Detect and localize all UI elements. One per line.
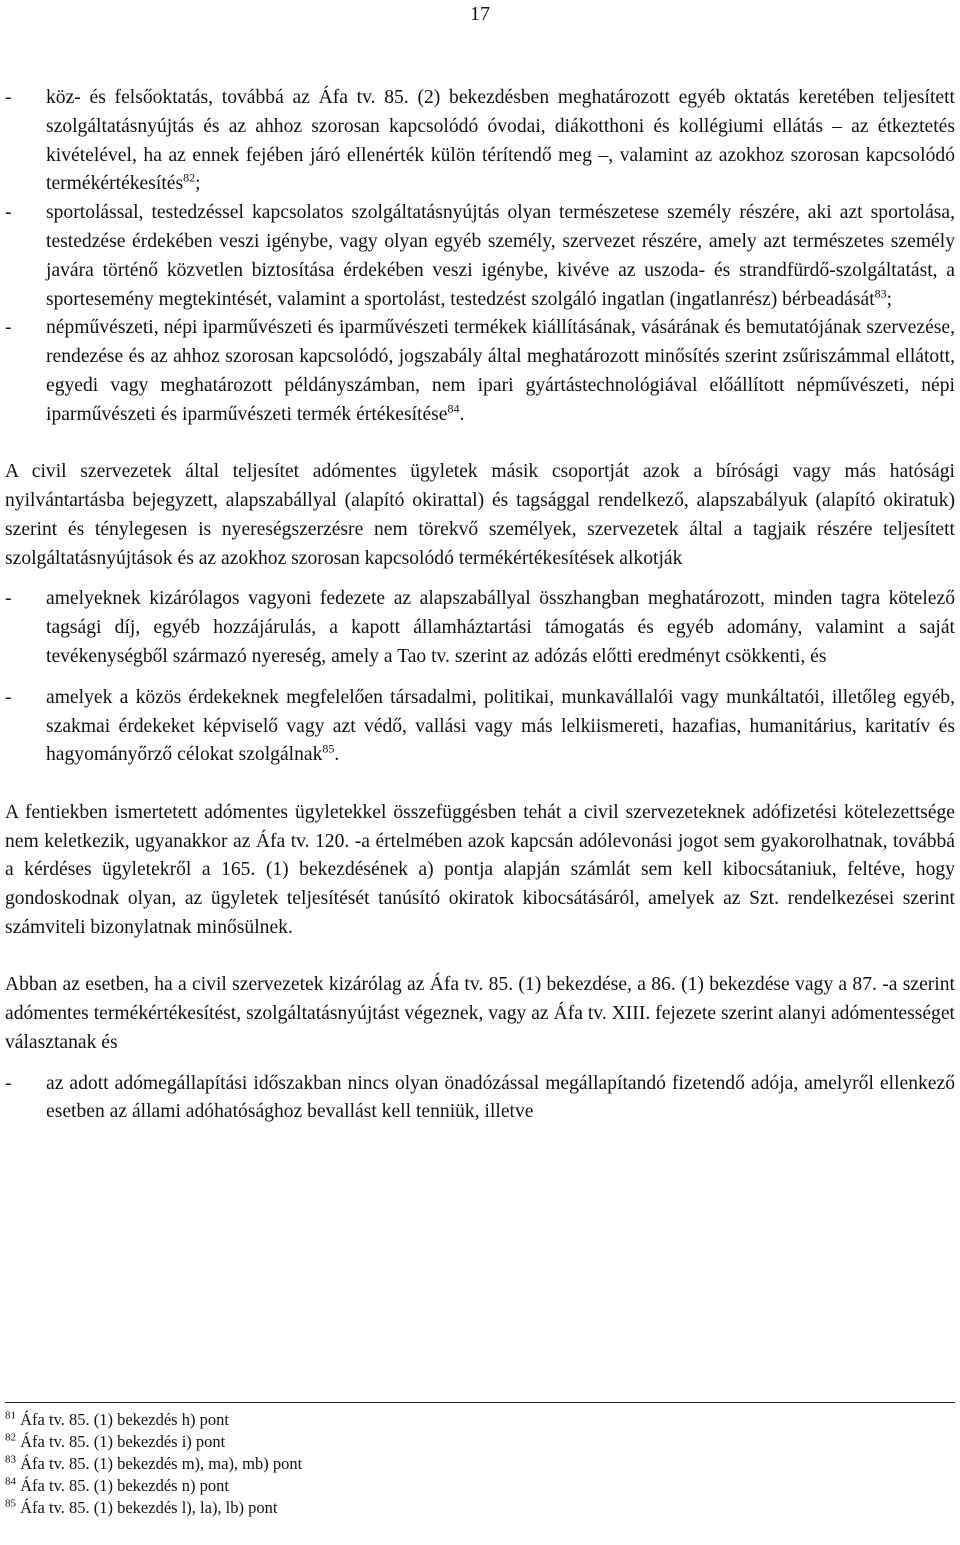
footnote-number: 82 [5, 1431, 16, 1444]
page-number: 17 [470, 3, 490, 25]
footnote [5, 1497, 955, 1519]
list-spacer [5, 672, 955, 684]
footnote-text: Áfa tv. 85. (1) bekezdés n) pont [20, 1475, 229, 1495]
list-dash: - [5, 317, 12, 339]
footnote-text: Áfa tv. 85. (1) bekezdés l), la), lb) pont [20, 1497, 278, 1517]
footnote-ref[interactable]: 84 [447, 401, 460, 416]
exemption-list-education [5, 84, 955, 430]
list-item-text: amelyeknek kizárólagos vagyoni fedezete az alapszabállyal összhangban meghatározott, minden tagra kötelező tagsági díj, egyéb hozzájárulás, a kapott államháztartási támogatás és egyéb adomány, valamint a saját tevékenységből származó nyereség, amely a Tao tv. szerint az adózás előtti eredményt csökkenti, és [46, 588, 955, 667]
footnote-number: 85 [5, 1497, 16, 1510]
list-item-tail: ; [886, 288, 893, 310]
footnote [5, 1453, 955, 1475]
list-item-text: amelyek a közös érdekeknek megfelelően társadalmi, politikai, munkavállalói vagy munkáltatói, illetőleg egyéb, szakmai érdekeket képviselő vagy azt védő, vallási vagy más lelkiismereti, hazafias, humanitárius, karitatív és hagyományőrző célokat szolgálnak [46, 686, 955, 766]
list-dash: - [5, 87, 12, 108]
footnote-ref[interactable]: 85 [322, 741, 335, 756]
footnote [5, 1431, 955, 1453]
list-item [5, 314, 955, 429]
list-dash: - [5, 588, 12, 610]
footnote-text: Áfa tv. 85. (1) bekezdés h) pont [20, 1410, 229, 1429]
footnotes [5, 1402, 955, 1519]
list-dash: - [5, 686, 12, 708]
list-item [5, 684, 955, 770]
footnote-number: 81 [5, 1409, 16, 1422]
paragraph-spacer [5, 770, 955, 799]
document-body [5, 84, 955, 1127]
list-dash: - [5, 202, 12, 224]
paragraph-civil-organisations: A civil szervezetek által teljesítet adómentes ügyletek másik csoportját azok a bírósági vagy más hatósági nyilvántartásba bejegyzett, alapszabállyal (alapító okirattal) és tagsággal rendelkező, alapszabályuk (alapító okiratuk) szerint és ténylegesen is nyereségszerzésre nem törekvő személyek, szervezetek által a tagjaik részére teljesített szolgáltatásnyújtások és az azokhoz szorosan kapcsolódó termékértékesítések alkotják [5, 461, 955, 569]
list-item-text: köz- és felsőoktatás, továbbá az Áfa tv. 85. (2) bekezdésben meghatározott egyéb oktatás keretében teljesített szolgáltatásnyújtás és az ahhoz szorosan kapcsolódó óvodai, diákotthoni és kollégiumi ellátás – az étkeztetés kivételével, ha az ennek fejében járó ellenérték külön térítendő meg –, valamint az azokhoz szorosan kapcsolódó termékértékesítés [46, 87, 955, 195]
list-item-text: sportolással, testedzéssel kapcsolatos szolgáltatásnyújtás olyan természetese személy részére, aki azt sportolása, testedzése érdekében veszi igénybe, vagy olyan egyéb személy, szervezet részére, amely azt természetes személy javára történő közvetlen biztosítása érdekében veszi igénybe, kivéve az uszoda- és strandfürdő-szolgáltatást, a sportesemény megtekintését, valamint a sportolást, testedzést szolgáló ingatlan (ingatlanrész) bérbeadását [46, 202, 955, 310]
paragraph-spacer [5, 430, 955, 459]
list-item-tail: . [334, 744, 340, 766]
footnote-ref[interactable]: 83 [874, 286, 887, 301]
footnote-ref[interactable]: 82 [183, 170, 196, 185]
paragraph-spacer [5, 943, 955, 972]
paragraph-spacer [5, 573, 955, 585]
list-item [5, 84, 955, 199]
exemption-list-members [5, 585, 955, 770]
footnote [5, 1409, 955, 1431]
list-item-text: az adott adómegállapítási időszakban nincs olyan önadózással megállapítandó fizetendő adója, amelyről ellenkező esetben az állami adóhatósághoz bevallást kell tenniük, illetve [46, 1072, 955, 1123]
list-item [5, 1070, 955, 1128]
footnote-number: 83 [5, 1453, 16, 1466]
list-item-tail: ; [195, 173, 201, 195]
list-item-tail: . [459, 403, 465, 425]
paragraph-tax-obligation: A fentiekben ismertetett adómentes ügyletekkel összefüggésben tehát a civil szervezeteknek adófizetési kötelezettsége nem keletkezik, ugyanakkor az Áfa tv. 120. -a értelmében azok kapcsán adólevonási jogot sem gyakorolhatnak, továbbá a kérdéses ügyletekről a 165. (1) bekezdésének a) pontja alapján számlát sem kell kibocsátaniuk, feltéve, hogy gondoskodnak olyan, az ügyletek teljesítését tanúsító okiratok kibocsátásáról, amelyek az Szt. rendelkezései szerint számviteli bizonylatnak minősülnek. [5, 801, 955, 938]
list-item [5, 199, 955, 314]
list-dash: - [5, 1072, 12, 1094]
list-item [5, 585, 955, 671]
footnote-text: Áfa tv. 85. (1) bekezdés i) pont [20, 1431, 226, 1451]
paragraph-exclusive-exemption: Abban az esetben, ha a civil szervezetek kizárólag az Áfa tv. 85. (1) bekezdése, a 86. (1) bekezdése vagy a 87. -a szerint adómentes termékértékesítést, szolgáltatásnyújtást végeznek, vagy az Áfa tv. XIII. fejezete szerint alanyi adómentességet választanak és [5, 974, 955, 1053]
condition-list [5, 1070, 955, 1128]
paragraph-spacer [5, 1058, 955, 1070]
footnote-number: 84 [5, 1475, 16, 1488]
footnote [5, 1475, 955, 1497]
list-item-text: népművészeti, népi iparművészeti és iparművészeti termékek kiállításának, vásárának és bemutatójának szervezése, rendezése és az ahhoz szorosan kapcsolódó, jogszabály által meghatározott minősítés szerint zsűriszámmal ellátott, egyedi vagy meghatározott példányszámban, nem ipari gyártástechnológiával előállított népművészeti, népi iparművészeti és iparművészeti termék értékesítése [46, 317, 955, 425]
footnote-text: Áfa tv. 85. (1) bekezdés m), ma), mb) pont [20, 1453, 303, 1473]
footnote-separator [5, 1402, 955, 1403]
